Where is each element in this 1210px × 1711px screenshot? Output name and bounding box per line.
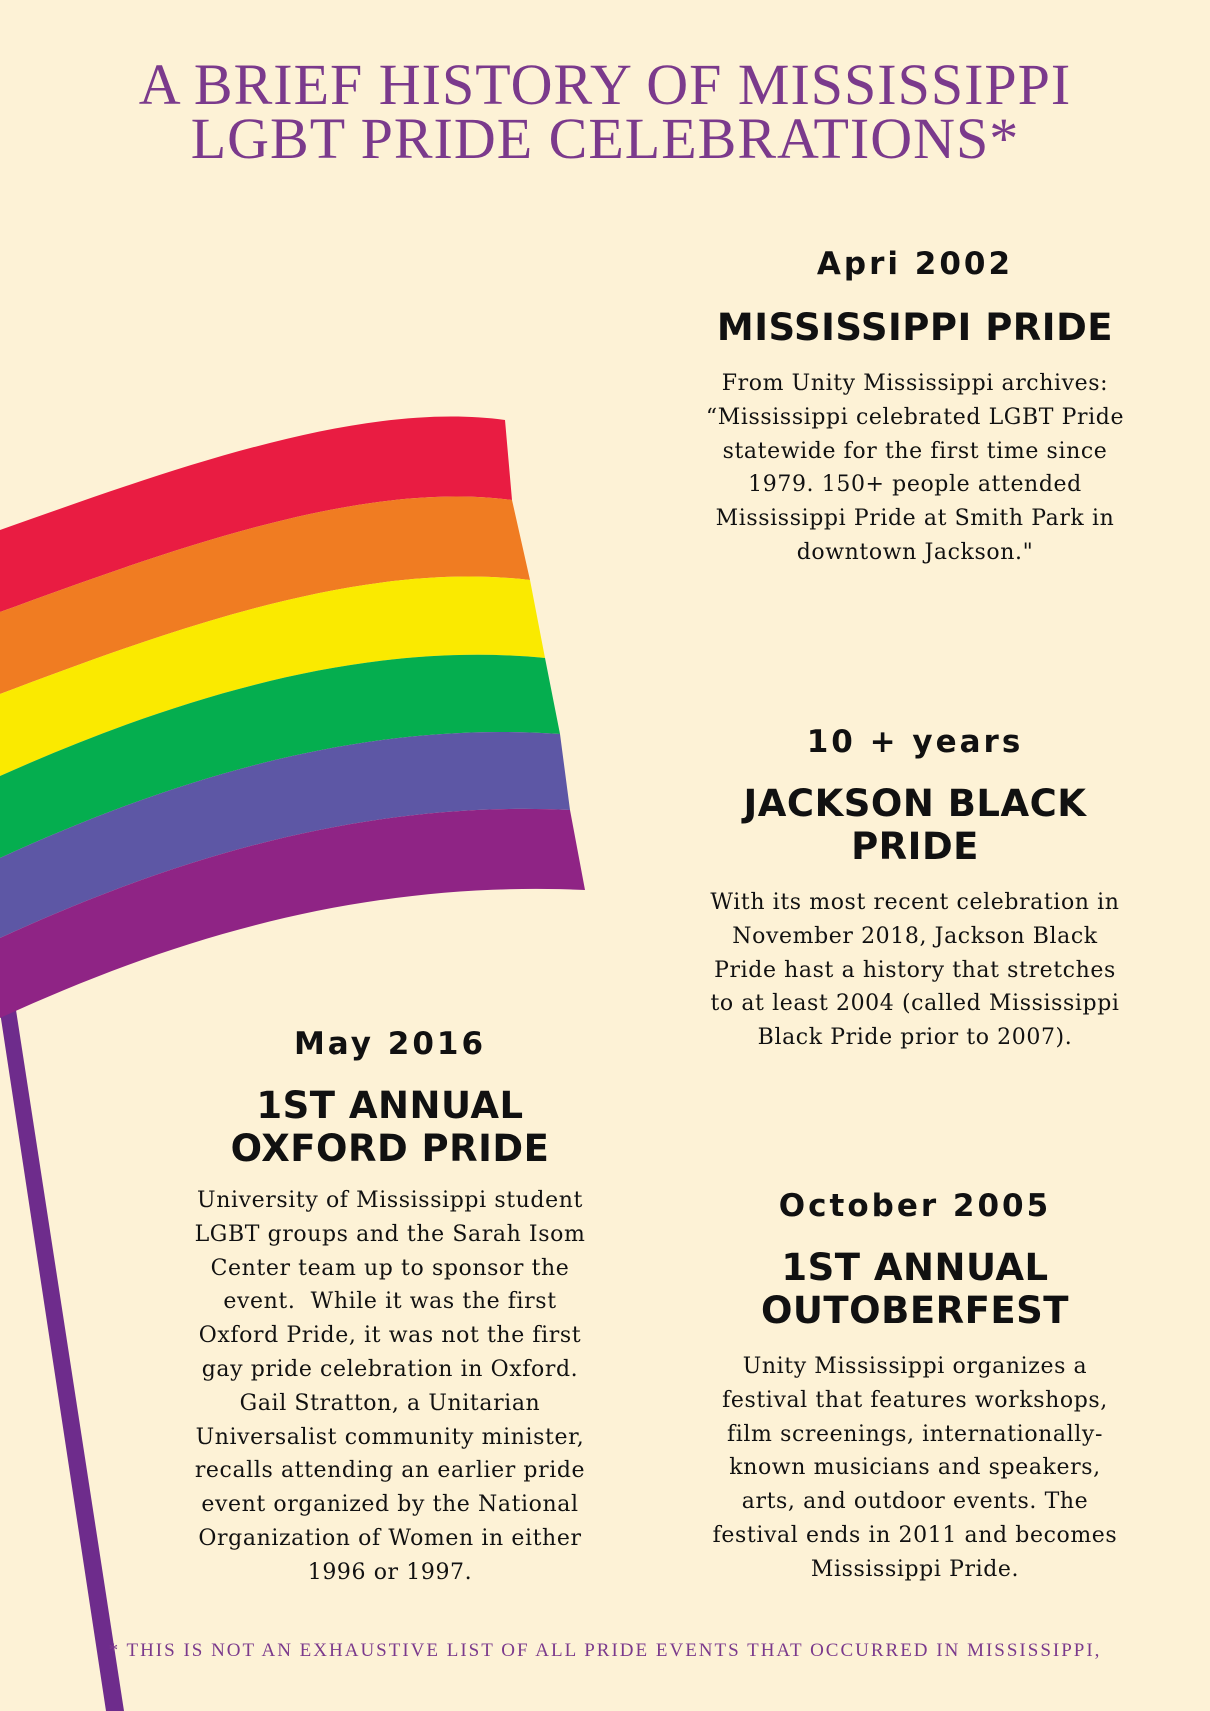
body-line: festival ends in 2011 and becomes [712,1522,1118,1548]
body-line: Gail Stratton, a Unitarian [239,1390,541,1416]
body-line: University of Mississippi student [197,1188,583,1213]
body-line: known musicians and speakers, [729,1455,1101,1481]
body-line: downtown Jackson." [796,539,1034,565]
body-line: event organized by the National [201,1492,579,1518]
footnote: * THIS IS NOT AN EXHAUSTIVE LIST OF ALL PRIDE EVENTS THAT OCCURRED IN MISSISSIPPI, [108,1640,1102,1661]
body-line: 1979. 150+ people attended [748,472,1082,498]
page-title [0,52,1210,171]
page-title-line-1: A BRIEF HISTORY OF MISSISSIPPI [138,52,1072,117]
body-line: gay pride celebration in Oxford. [201,1356,579,1382]
body-line: From Unity Mississippi archives: [721,371,1109,396]
heading-line: JACKSON BLACK [743,782,1087,825]
entry-date: May 2016 [293,1026,487,1062]
entry-body [160,1184,620,1590]
entry-body [680,886,1150,1055]
entry-outoberfest [680,1188,1150,1587]
entry-date: Apri 2002 [816,246,1014,282]
body-line: Unity Mississippi organizes a [742,1354,1088,1379]
body-line: Mississippi Pride. [810,1556,1020,1582]
entry-heading: MISSISSIPPI PRIDE [716,306,1114,349]
body-line: Mississippi Pride at Smith Park in [715,506,1115,532]
body-line: event. While it was the first [223,1289,557,1315]
entry-body [680,367,1150,570]
body-line: festival that features workshops, [722,1387,1108,1413]
heading-line: PRIDE [851,825,979,868]
body-line: statewide for the first time since [722,438,1108,464]
entry-oxford-pride [160,1026,620,1590]
entry-heading [680,1246,1150,1332]
entry-body [680,1350,1150,1587]
heading-line: 1ST ANNUAL [781,1246,1049,1289]
body-line: November 2018, Jackson Black [732,923,1098,949]
entry-heading [680,782,1150,868]
flag-pole [0,1010,124,1711]
body-line: film screenings, internationally- [727,1421,1103,1447]
body-line: arts, and outdoor events. The [741,1489,1089,1515]
body-line: “Mississippi celebrated LGBT Pride [705,404,1125,430]
body-line: With its most recent celebration in [710,890,1120,915]
body-line: Pride hast a history that stretches [714,957,1116,983]
body-line: Oxford Pride, it was not the first [198,1323,582,1349]
body-line: Universalist community minister, [195,1424,585,1450]
entry-date: 10 + years [806,724,1024,760]
entry-heading [160,1084,620,1170]
heading-line: OUTOBERFEST [760,1289,1070,1332]
entry-jackson-black-pride [680,724,1150,1055]
entry-date: October 2005 [778,1188,1052,1224]
entry-mississippi-pride [680,246,1150,570]
body-line: Organization of Women in either [198,1525,582,1551]
heading-line: OXFORD PRIDE [230,1127,550,1170]
heading-line: 1ST ANNUAL [256,1084,524,1127]
body-line: 1996 or 1997. [307,1559,473,1585]
body-line: to at least 2004 (called Mississippi [710,991,1120,1017]
body-line: LGBT groups and the Sarah Isom [194,1221,586,1247]
page-title-line-2: LGBT PRIDE CELEBRATIONS* [190,106,1020,171]
body-line: Center team up to sponsor the [210,1255,570,1281]
body-line: recalls attending an earlier pride [194,1458,586,1484]
body-line: Black Pride prior to 2007). [757,1025,1073,1051]
